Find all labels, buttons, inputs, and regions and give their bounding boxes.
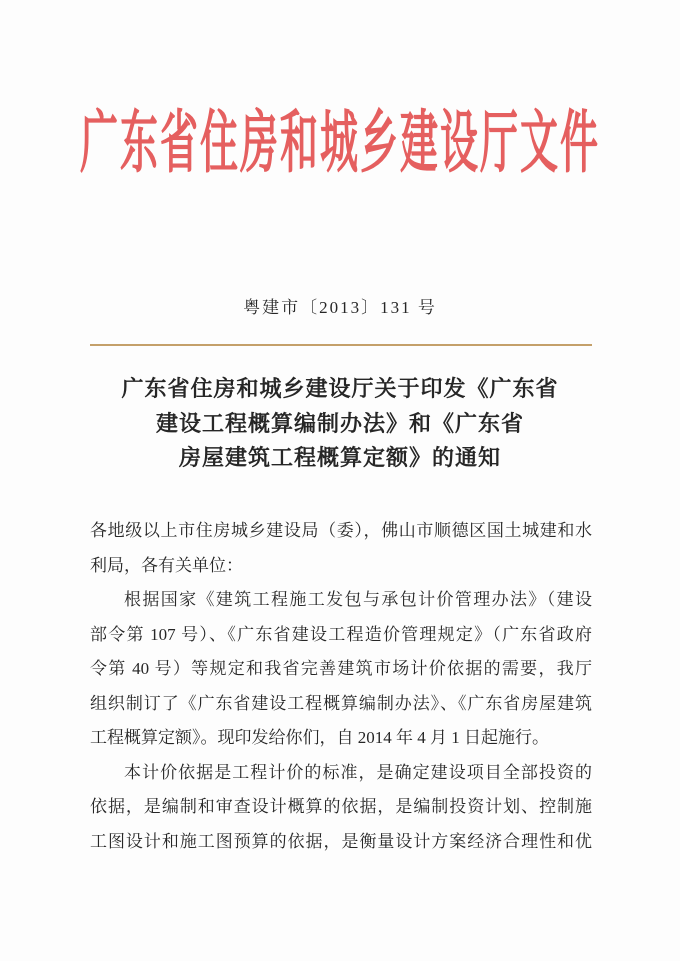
body-line: 根据国家《建筑工程施工发包与承包计价管理办法》（建设 [124,590,592,609]
body-line: 本计价依据是工程计价的标准，是确定建设项目全部投资的 [124,762,592,782]
paragraph-purpose [90,756,592,860]
document-title-line: 房屋建筑工程概算定额》的通知 [178,445,501,470]
paragraph-salutation [90,514,592,583]
body-line: 各地级以上市住房城乡建设局（委），佛山市顺德区国土城建和水 [90,521,592,540]
document-title-line: 建设工程概算编制办法》和《广东省 [155,410,524,436]
body-line: 利局，各有关单位： [90,555,243,575]
document-number: 粤建市〔2013〕131 号 [243,298,437,317]
body-line: 部令第 107 号）、《广东省建设工程造价管理规定》（广东省政府 [90,624,592,644]
document-title-line: 广东省住房和城乡建设厅关于印发《广东省 [121,376,559,401]
document-title [0,372,680,476]
document-body [90,514,592,859]
separator-line [90,344,592,346]
body-line: 工程概算定额》。现印发给你们，自 2014 年 4 月 1 日起施行。 [90,728,549,747]
body-line: 令第 40 号）等规定和我省完善建筑市场计价依据的需要，我厅 [90,659,592,678]
document-header-title: 广东省住房和城乡建设厅文件 [79,106,600,182]
paragraph-basis [90,583,592,756]
body-line: 依据，是编制和审查设计概算的依据，是编制投资计划、控制施 [90,797,592,816]
body-line: 组织制订了《广东省建设工程概算编制办法》、《广东省房屋建筑 [90,693,592,713]
body-line: 工图设计和施工图预算的依据，是衡量设计方案经济合理性和优 [90,831,592,851]
